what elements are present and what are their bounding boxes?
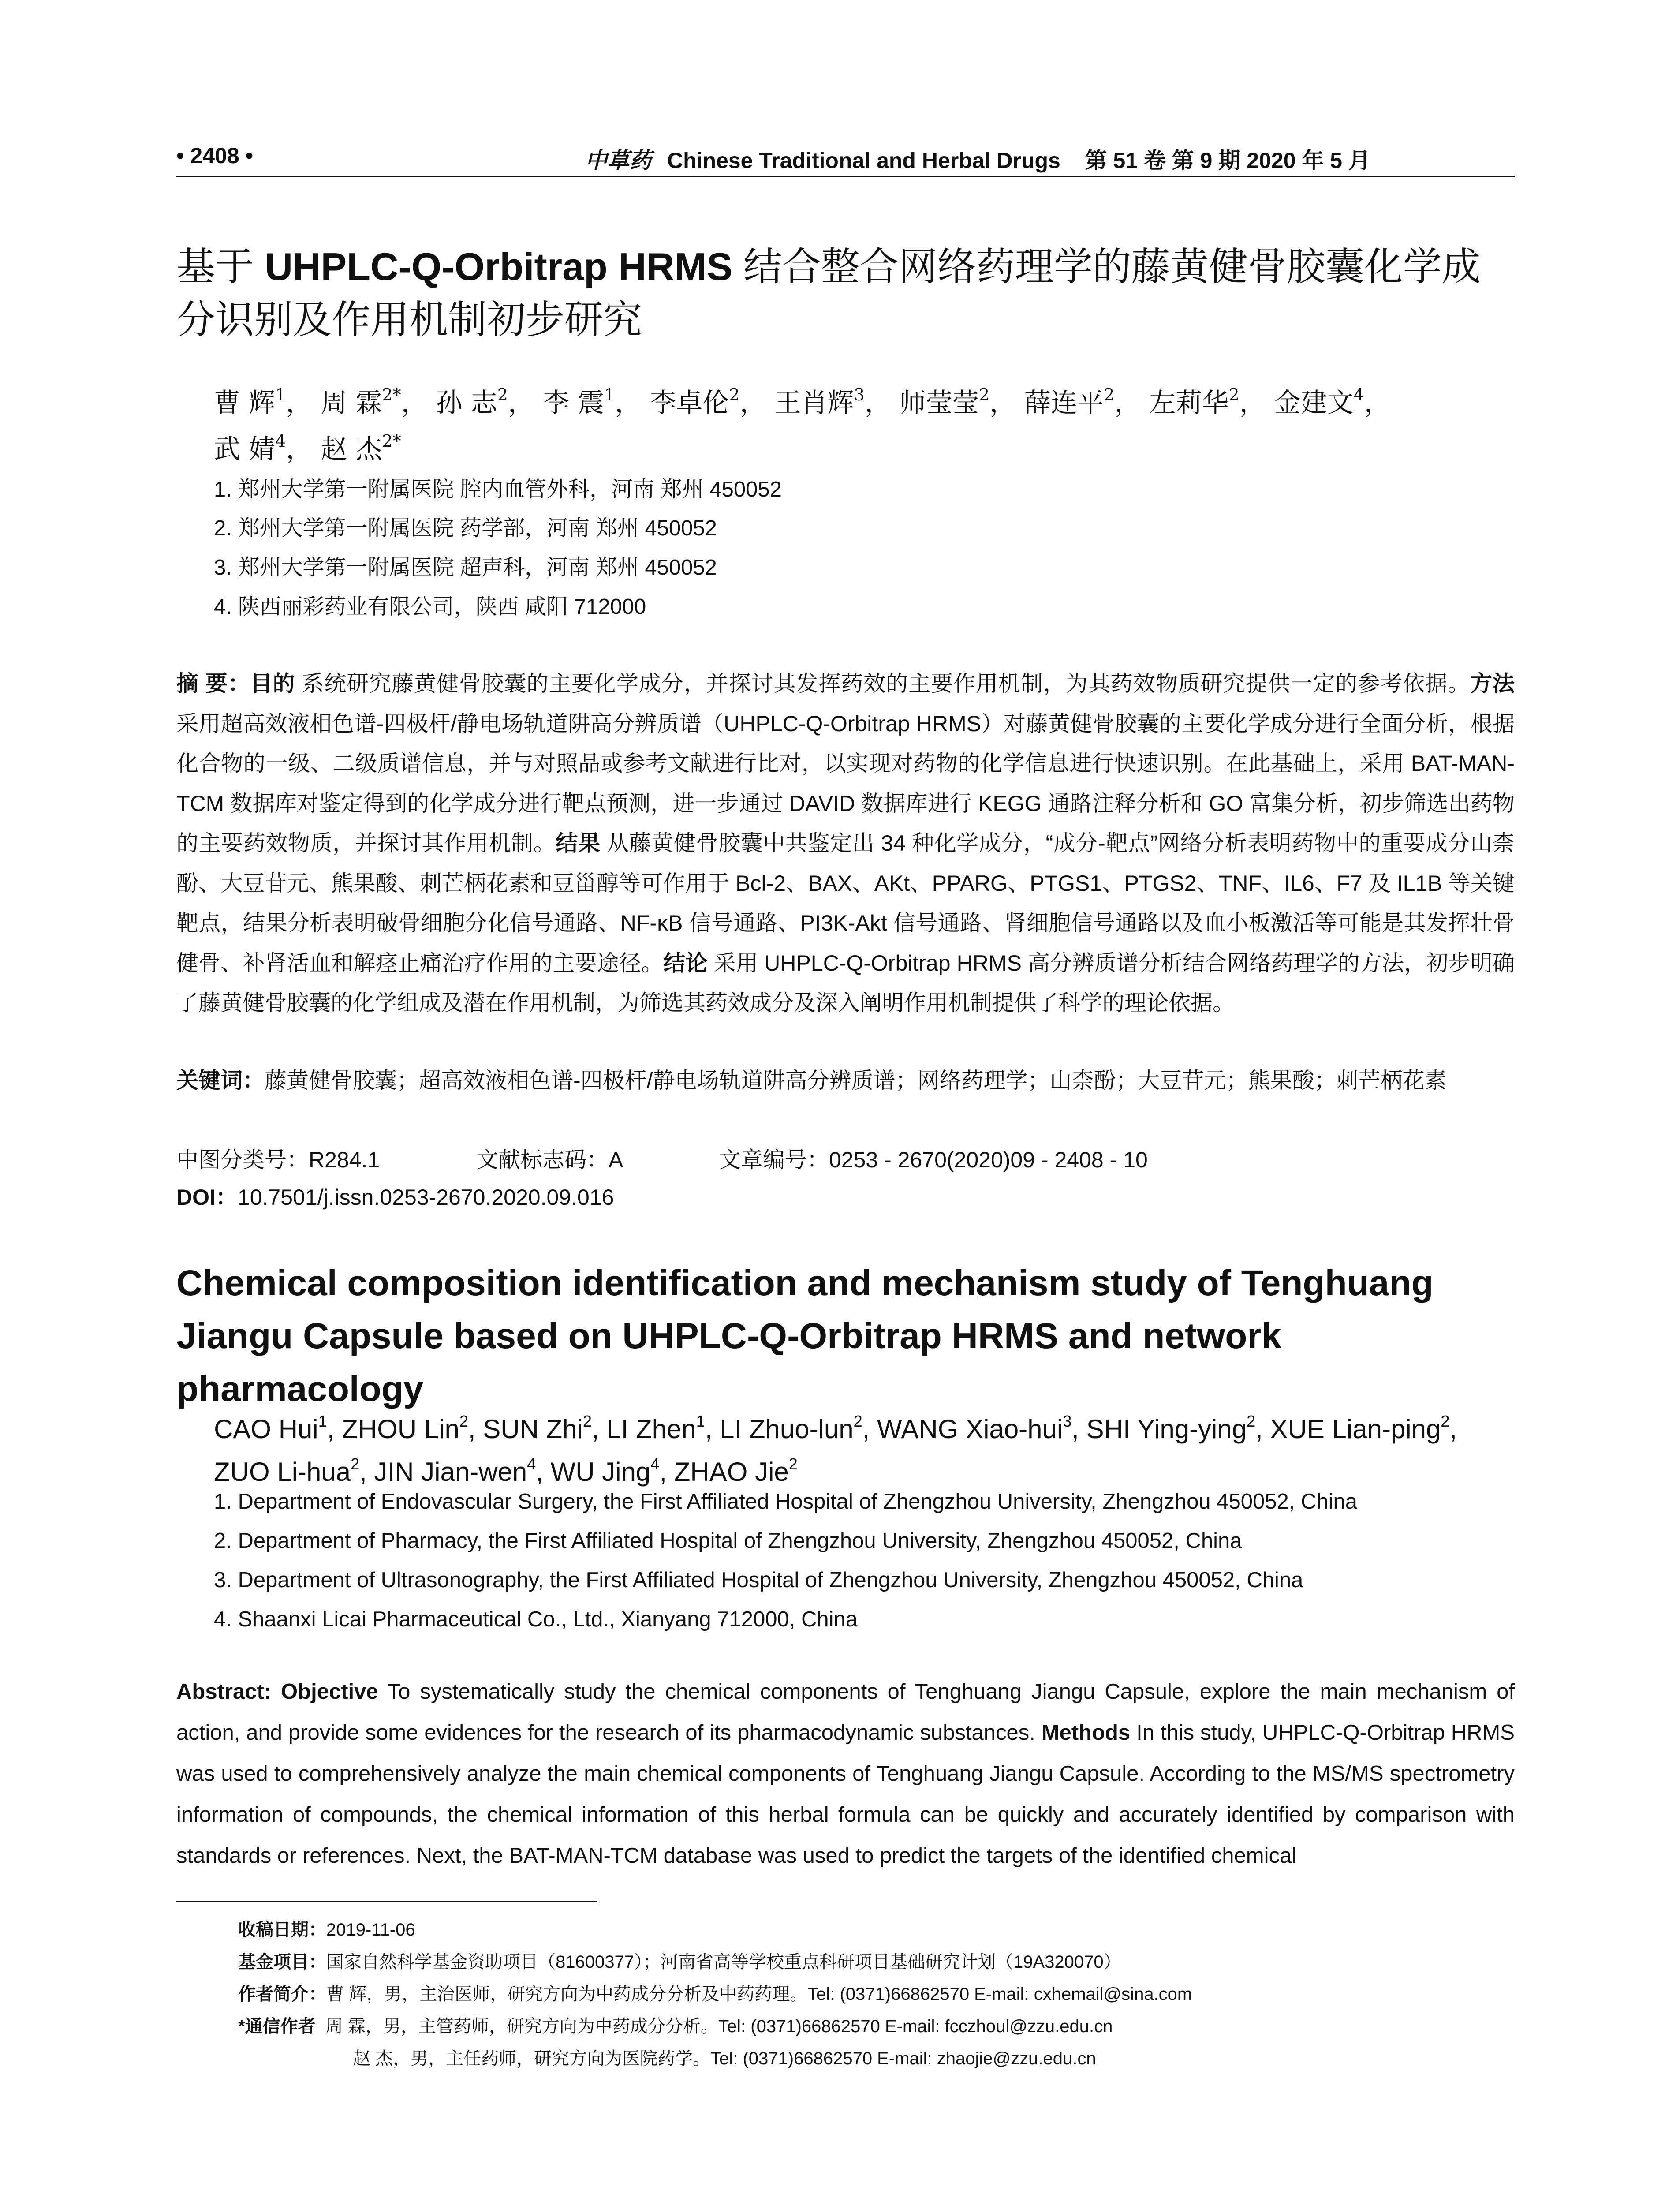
conclusion-label: 结论 <box>663 950 708 975</box>
author-cn: 薛连平$^2$ <box>1024 385 1115 419</box>
article-number: 文章编号：0253 - 2670(2020)09 - 2408 - 10 <box>719 1147 1148 1172</box>
author-cn: 左莉华$^2$ <box>1149 385 1239 419</box>
affiliation-en: 3. Department of Ultrasonography, the First Affiliated Hospital of Zhengzhou University, Zhengzhou 450052, China <box>214 1568 1303 1592</box>
author-cn: 师莹莹$^2$ <box>899 385 990 419</box>
results-text: 从藤黄健骨胶囊中共鉴定出 34 种化学成分，“成分-靶点”网络分析表明药物中的重要成分山柰酚、大豆苷元、熊果酸、刺芒柄花素和豆甾醇等可作用于 Bcl-2、BAX、AKt、PPARG、PTGS1、PTGS2、TNF、IL6、F7 及 IL1B 等关键靶点，结果分析表明破骨细胞分化信号通路、NF-κB 信号通路、PI3K-Akt 信号通路、肾细胞信号通路以及血小板激活等可能是其发挥壮骨健骨、补肾活血和解痉止痛治疗作用的主要途径。 <box>176 831 1515 975</box>
author-en: SHI Ying-ying$^2$ <box>1086 1412 1256 1444</box>
author-en: JIN Jian-wen$^4$ <box>374 1455 536 1487</box>
author-en: LI Zhen$^1$ <box>606 1412 705 1444</box>
keywords-text: 藤黄健骨胶囊；超高效液相色谱-四极杆/静电场轨道阱高分辨质谱；网络药理学；山柰酚；大豆苷元；熊果酸；刺芒柄花素 <box>265 1068 1447 1093</box>
running-header <box>176 140 1515 177</box>
abstract-en <box>176 1671 1515 1876</box>
affiliation-en: 2. Department of Pharmacy, the First Affiliated Hospital of Zhengzhou University, Zhengzhou 450052, China <box>214 1529 1242 1553</box>
author-cn: 赵 杰$^{2*}$ <box>321 431 401 465</box>
results-label: 结果 <box>556 831 601 856</box>
title-cn <box>176 240 1515 346</box>
abstract-cn <box>176 664 1515 1023</box>
footnote-author-bio: 作者简介：曹 辉，男，主治医师，研究方向为中药成分分析及中药药理。Tel: (0371)66862570 E-mail: cxhemail@sina.com <box>238 1984 1192 2004</box>
journal-logo-cn: 中草药 <box>585 147 652 173</box>
author-en: XUE Lian-ping$^2$ <box>1270 1412 1450 1444</box>
author-en: ZUO Li-hua$^2$ <box>214 1455 360 1487</box>
objective-text-en: To systematically study the chemical components of Tenghuang Jiangu Capsule, explore the main mechanism of action, and provide some evidences for the research of its pharmacodynamic substances. <box>176 1680 1515 1745</box>
title-en: Chemical composition identification and mechanism study of Tenghuang Jiangu Capsule based on UHPLC-Q-Orbitrap HRMS and network pharmacology <box>176 1263 1434 1409</box>
keywords-cn <box>176 1061 1515 1100</box>
author-cn: 李卓伦$^2$ <box>650 385 740 419</box>
title-cn-part3: 结合整合网络药理学的藤黄健骨胶囊化学成分识别及作用机制初步研究 <box>176 245 1481 341</box>
author-en: WU Jing$^4$ <box>550 1455 660 1487</box>
author-cn: 孙 志$^2$ <box>436 385 508 419</box>
author-cn: 周 霖$^{2*}$ <box>321 385 401 419</box>
author-cn: 武 婧$^4$ <box>214 431 286 465</box>
footnote-received: 收稿日期：2019-11-06 <box>238 1920 415 1940</box>
author-en: ZHAO Jie$^2$ <box>674 1455 798 1487</box>
doi-value: 10.7501/j.issn.0253-2670.2020.09.016 <box>237 1185 614 1210</box>
affiliation-cn: 3. 郑州大学第一附属医院 超声科，河南 郑州 450052 <box>214 556 717 579</box>
conclusion-text: 采用 UHPLC-Q-Orbitrap HRMS 高分辨质谱分析结合网络药理学的方法，初步明确了藤黄健骨胶囊的化学组成及潜在作用机制，为筛选其药效成分及深入阐明作用机制提供了科学的理论依据。 <box>176 950 1515 1015</box>
footnote-corresponding: *通信作者 周 霖，男，主管药师，研究方向为中药成分分析。Tel: (0371)66862570 E-mail: fcczhoul@zzu.edu.cn <box>238 2017 1113 2036</box>
objective-label: 目的 <box>250 671 295 696</box>
methods-text: 采用超高效液相色谱-四极杆/静电场轨道阱高分辨质谱（UHPLC-Q-Orbitrap HRMS）对藤黄健骨胶囊的主要化学成分进行全面分析，根据化合物的一级、二级质谱信息，并与对照品或参考文献进行比对，以实现对药物的化学信息进行快速识别。在此基础上，采用 BAT-MAN-TCM 数据库对鉴定得到的化学成分进行靶点预测，进一步通过 DAVID 数据库进行 KEGG 通路注释分析和 GO 富集分析，初步筛选出药物的主要药效物质，并探讨其作用机制。 <box>176 711 1515 856</box>
footnote-corresponding-2: 赵 杰，男，主任药师，研究方向为医院药学。Tel: (0371)66862570 E-mail: zhaojie@zzu.edu.cn <box>353 2049 1096 2068</box>
page-number: • 2408 • <box>176 143 254 168</box>
journal-name-en: Chinese Traditional and Herbal Drugs <box>667 148 1060 173</box>
author-cn: 曹 辉$^1$ <box>214 385 286 419</box>
footnote-fund: 基金项目：国家自然科学基金资助项目（81600377）；河南省高等学校重点科研项目基础研究计划（19A320070） <box>238 1952 1121 1972</box>
author-en: WANG Xiao-hui$^3$ <box>877 1412 1072 1444</box>
objective-text: 系统研究藤黄健骨胶囊的主要化学成分，并探讨其发挥药效的主要作用机制，为其药效物质研究提供一定的参考依据。 <box>295 671 1471 696</box>
methods-label: 方法 <box>1470 671 1515 696</box>
author-cn: 王肖辉$^3$ <box>774 385 865 419</box>
author-en: CAO Hui$^1$ <box>214 1412 327 1444</box>
abstract-cn-label: 摘 要： <box>176 671 250 696</box>
methods-text-en: In this study, UHPLC-Q-Orbitrap HRMS was used to comprehensively analyze the main chemical components of Tenghuang Jiangu Capsule. According to the MS/MS spectrometry information of compounds, the chemical information of this herbal formula can be quickly and accurately identified by comparison with standards or references. Next, the BAT-MAN-TCM database was used to predict the targets of the identified chemical <box>176 1721 1515 1868</box>
author-cn: 金建文$^4$ <box>1274 385 1364 419</box>
journal-line <box>441 143 1515 175</box>
doi-line <box>176 1182 1515 1213</box>
authors-en-line1: CAO Hui$^1$, ZHOU Lin$^2$, SUN Zhi$^2$, LI Zhen$^1$, LI Zhuo-lun$^2$, WANG Xiao-hui$^3$, SHI Ying-ying$^2$, XUE Lian-ping$^2$, <box>214 1412 1457 1444</box>
authors-cn-line1: 曹 辉$^1$， 周 霖$^{2*}$， 孙 志$^2$， 李 震$^1$， 李卓伦$^2$， 王肖辉$^3$， 师莹莹$^2$， 薛连平$^2$， 左莉华$^2$， 金建文$^4$， <box>214 385 1391 419</box>
classification-line <box>176 1144 1515 1175</box>
abstract-en-label: Abstract: <box>176 1680 281 1704</box>
objective-label-en: Objective <box>281 1680 378 1704</box>
affiliation-cn: 1. 郑州大学第一附属医院 腔内血管外科，河南 郑州 450052 <box>214 478 782 501</box>
authors-cn-line2: 武 婧$^4$， 赵 杰$^{2*}$ <box>214 431 401 465</box>
doi-label: DOI： <box>176 1185 238 1210</box>
journal-issue: 第 51 卷 第 9 期 2020 年 5 月 <box>1085 148 1370 173</box>
title-cn-part1: 基于 <box>176 245 265 288</box>
title-cn-method: UHPLC-Q-Orbitrap HRMS <box>265 245 733 288</box>
affiliation-en: 1. Department of Endovascular Surgery, the First Affiliated Hospital of Zhengzhou University, Zhengzhou 450052, China <box>214 1490 1357 1514</box>
author-en: ZHOU Lin$^2$ <box>342 1412 468 1444</box>
doc-code: 文献标志码：A <box>476 1147 623 1172</box>
affiliation-en: 4. Shaanxi Licai Pharmaceutical Co., Ltd., Xianyang 712000, China <box>214 1607 858 1631</box>
clc-number: 中图分类号：R284.1 <box>176 1147 380 1172</box>
authors-en-line2: ZUO Li-hua$^2$, JIN Jian-wen$^4$, WU Jing$^4$, ZHAO Jie$^2$ <box>214 1455 798 1487</box>
author-en: LI Zhuo-lun$^2$ <box>720 1412 862 1444</box>
author-cn: 李 震$^1$ <box>543 385 615 419</box>
affiliation-cn: 4. 陕西丽彩药业有限公司，陕西 咸阳 712000 <box>214 595 646 619</box>
affiliation-cn: 2. 郑州大学第一附属医院 药学部，河南 郑州 450052 <box>214 516 717 540</box>
methods-label-en: Methods <box>1041 1721 1131 1745</box>
keywords-label: 关键词： <box>176 1068 265 1093</box>
footnote-divider <box>176 1901 597 1902</box>
author-en: SUN Zhi$^2$ <box>483 1412 592 1444</box>
